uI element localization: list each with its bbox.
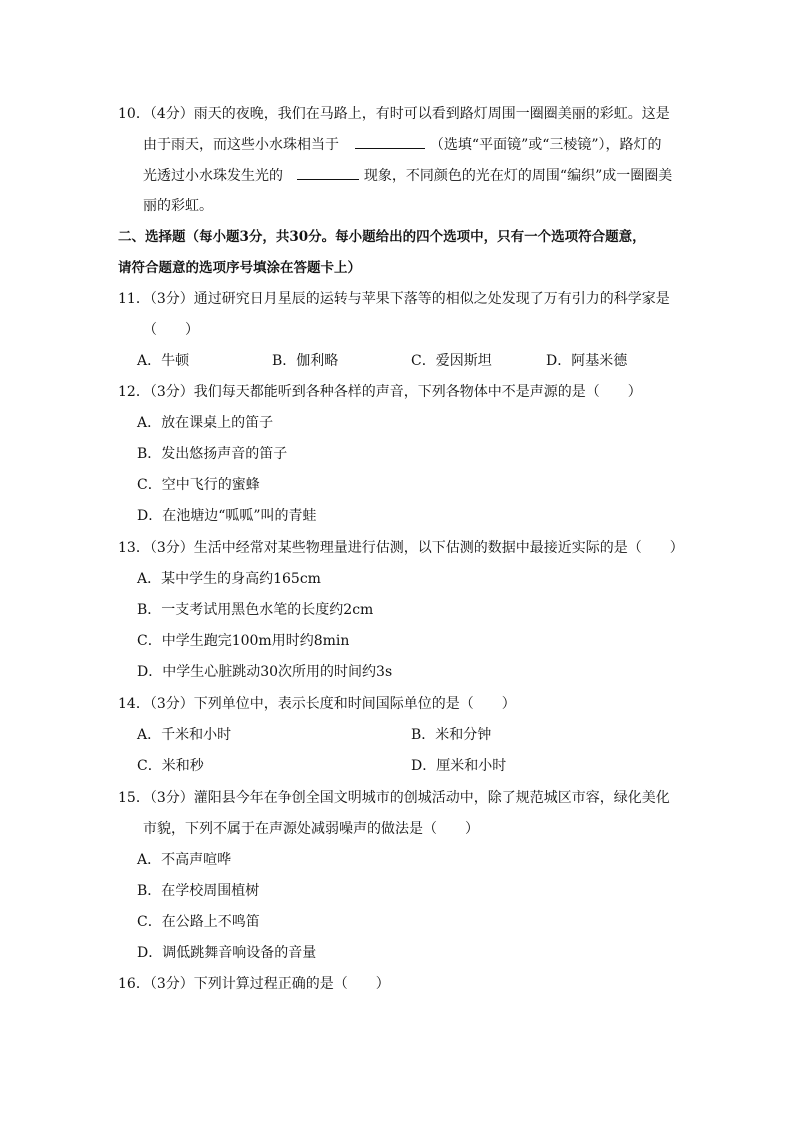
q10-blank-1[interactable] (355, 134, 425, 149)
q13-option-b[interactable]: B．一支考试用黑色水笔的长度约2cm (137, 602, 374, 618)
q16-stem: 16．（3分）下列计算过程正确的是（ ） (118, 976, 390, 992)
section2-heading-line1: 二、选择题（每小题3分，共30分。每小题给出的四个选项中，只有一个选项符合题意， (118, 229, 646, 245)
q11-option-d[interactable]: D．阿基米德 (546, 353, 628, 369)
q10-line1: 10．（4分）雨天的夜晚，我们在马路上，有时可以看到路灯周围一圈圈美丽的彩虹。这是 (118, 106, 670, 122)
section2-heading-line2: 请符合题意的选项序号填涂在答题卡上） (118, 260, 361, 276)
q13-option-c[interactable]: C．中学生跑完100m用时约8min (137, 633, 350, 649)
q13-stem: 13．（3分）生活中经常对某些物理量进行估测，以下估测的数据中最接近实际的是（ ） (118, 540, 684, 556)
q14-option-d[interactable]: D．厘米和小时 (411, 758, 507, 774)
q10-line4: 丽的彩虹。 (143, 198, 213, 214)
q15-option-a[interactable]: A．不高声喧哗 (137, 852, 232, 868)
q10-line2 (143, 134, 662, 155)
q14-option-c[interactable]: C．米和秒 (137, 758, 204, 774)
q15-option-b[interactable]: B．在学校周围植树 (137, 883, 260, 899)
q11-option-c[interactable]: C．爱因斯坦 (411, 353, 492, 369)
q11-option-a[interactable]: A．牛顿 (137, 353, 190, 369)
q10-blank-2[interactable] (297, 165, 359, 180)
q14-option-b[interactable]: B．米和分钟 (411, 727, 492, 743)
q15-stem: 15．（3分）灌阳县今年在争创全国文明城市的创城活动中，除了规范城区市容，绿化美化 (118, 790, 670, 806)
q15-option-d[interactable]: D．调低跳舞音响设备的音量 (137, 945, 317, 961)
q13-option-a[interactable]: A．某中学生的身高约165cm (137, 571, 321, 587)
q10-line3 (143, 165, 672, 186)
q15-option-c[interactable]: C．在公路上不鸣笛 (137, 914, 260, 930)
q11-stem-paren: （ ） (143, 322, 199, 338)
q12-option-b[interactable]: B．发出悠扬声音的笛子 (137, 446, 288, 462)
q12-option-a[interactable]: A．放在课桌上的笛子 (137, 415, 274, 431)
q10-line2-text-a: 由于雨天，而这些小水珠相当于 (143, 137, 339, 153)
q12-option-c[interactable]: C．空中飞行的蜜蜂 (137, 477, 260, 493)
q11-option-b[interactable]: B．伽利略 (272, 353, 339, 369)
q12-stem: 12．（3分）我们每天都能听到各种各样的声音，下列各物体中不是声源的是（ ） (118, 384, 642, 400)
q11-stem: 11．（3分）通过研究日月星辰的运转与苹果下落等的相似之处发现了万有引力的科学家是 (118, 291, 670, 307)
q13-option-d[interactable]: D．中学生心脏跳动30次所用的时间约3s (137, 664, 393, 680)
q12-option-d[interactable]: D．在池塘边“呱呱”叫的青蛙 (137, 508, 317, 524)
q14-option-a[interactable]: A．千米和小时 (137, 727, 232, 743)
q10-line3-text-a: 光透过小水珠发生光的 (143, 168, 283, 184)
q15-stem-cont: 市貌，下列不属于在声源处减弱噪声的做法是（ ） (143, 821, 479, 837)
q14-stem: 14．（3分）下列单位中，表示长度和时间国际单位的是（ ） (118, 696, 516, 712)
q10-line3-text-b: 现象，不同颜色的光在灯的周围“编织”成一圈圈美 (363, 168, 673, 184)
q10-line2-text-b: （选填“平面镜”或“三棱镜”），路灯的 (429, 137, 662, 153)
